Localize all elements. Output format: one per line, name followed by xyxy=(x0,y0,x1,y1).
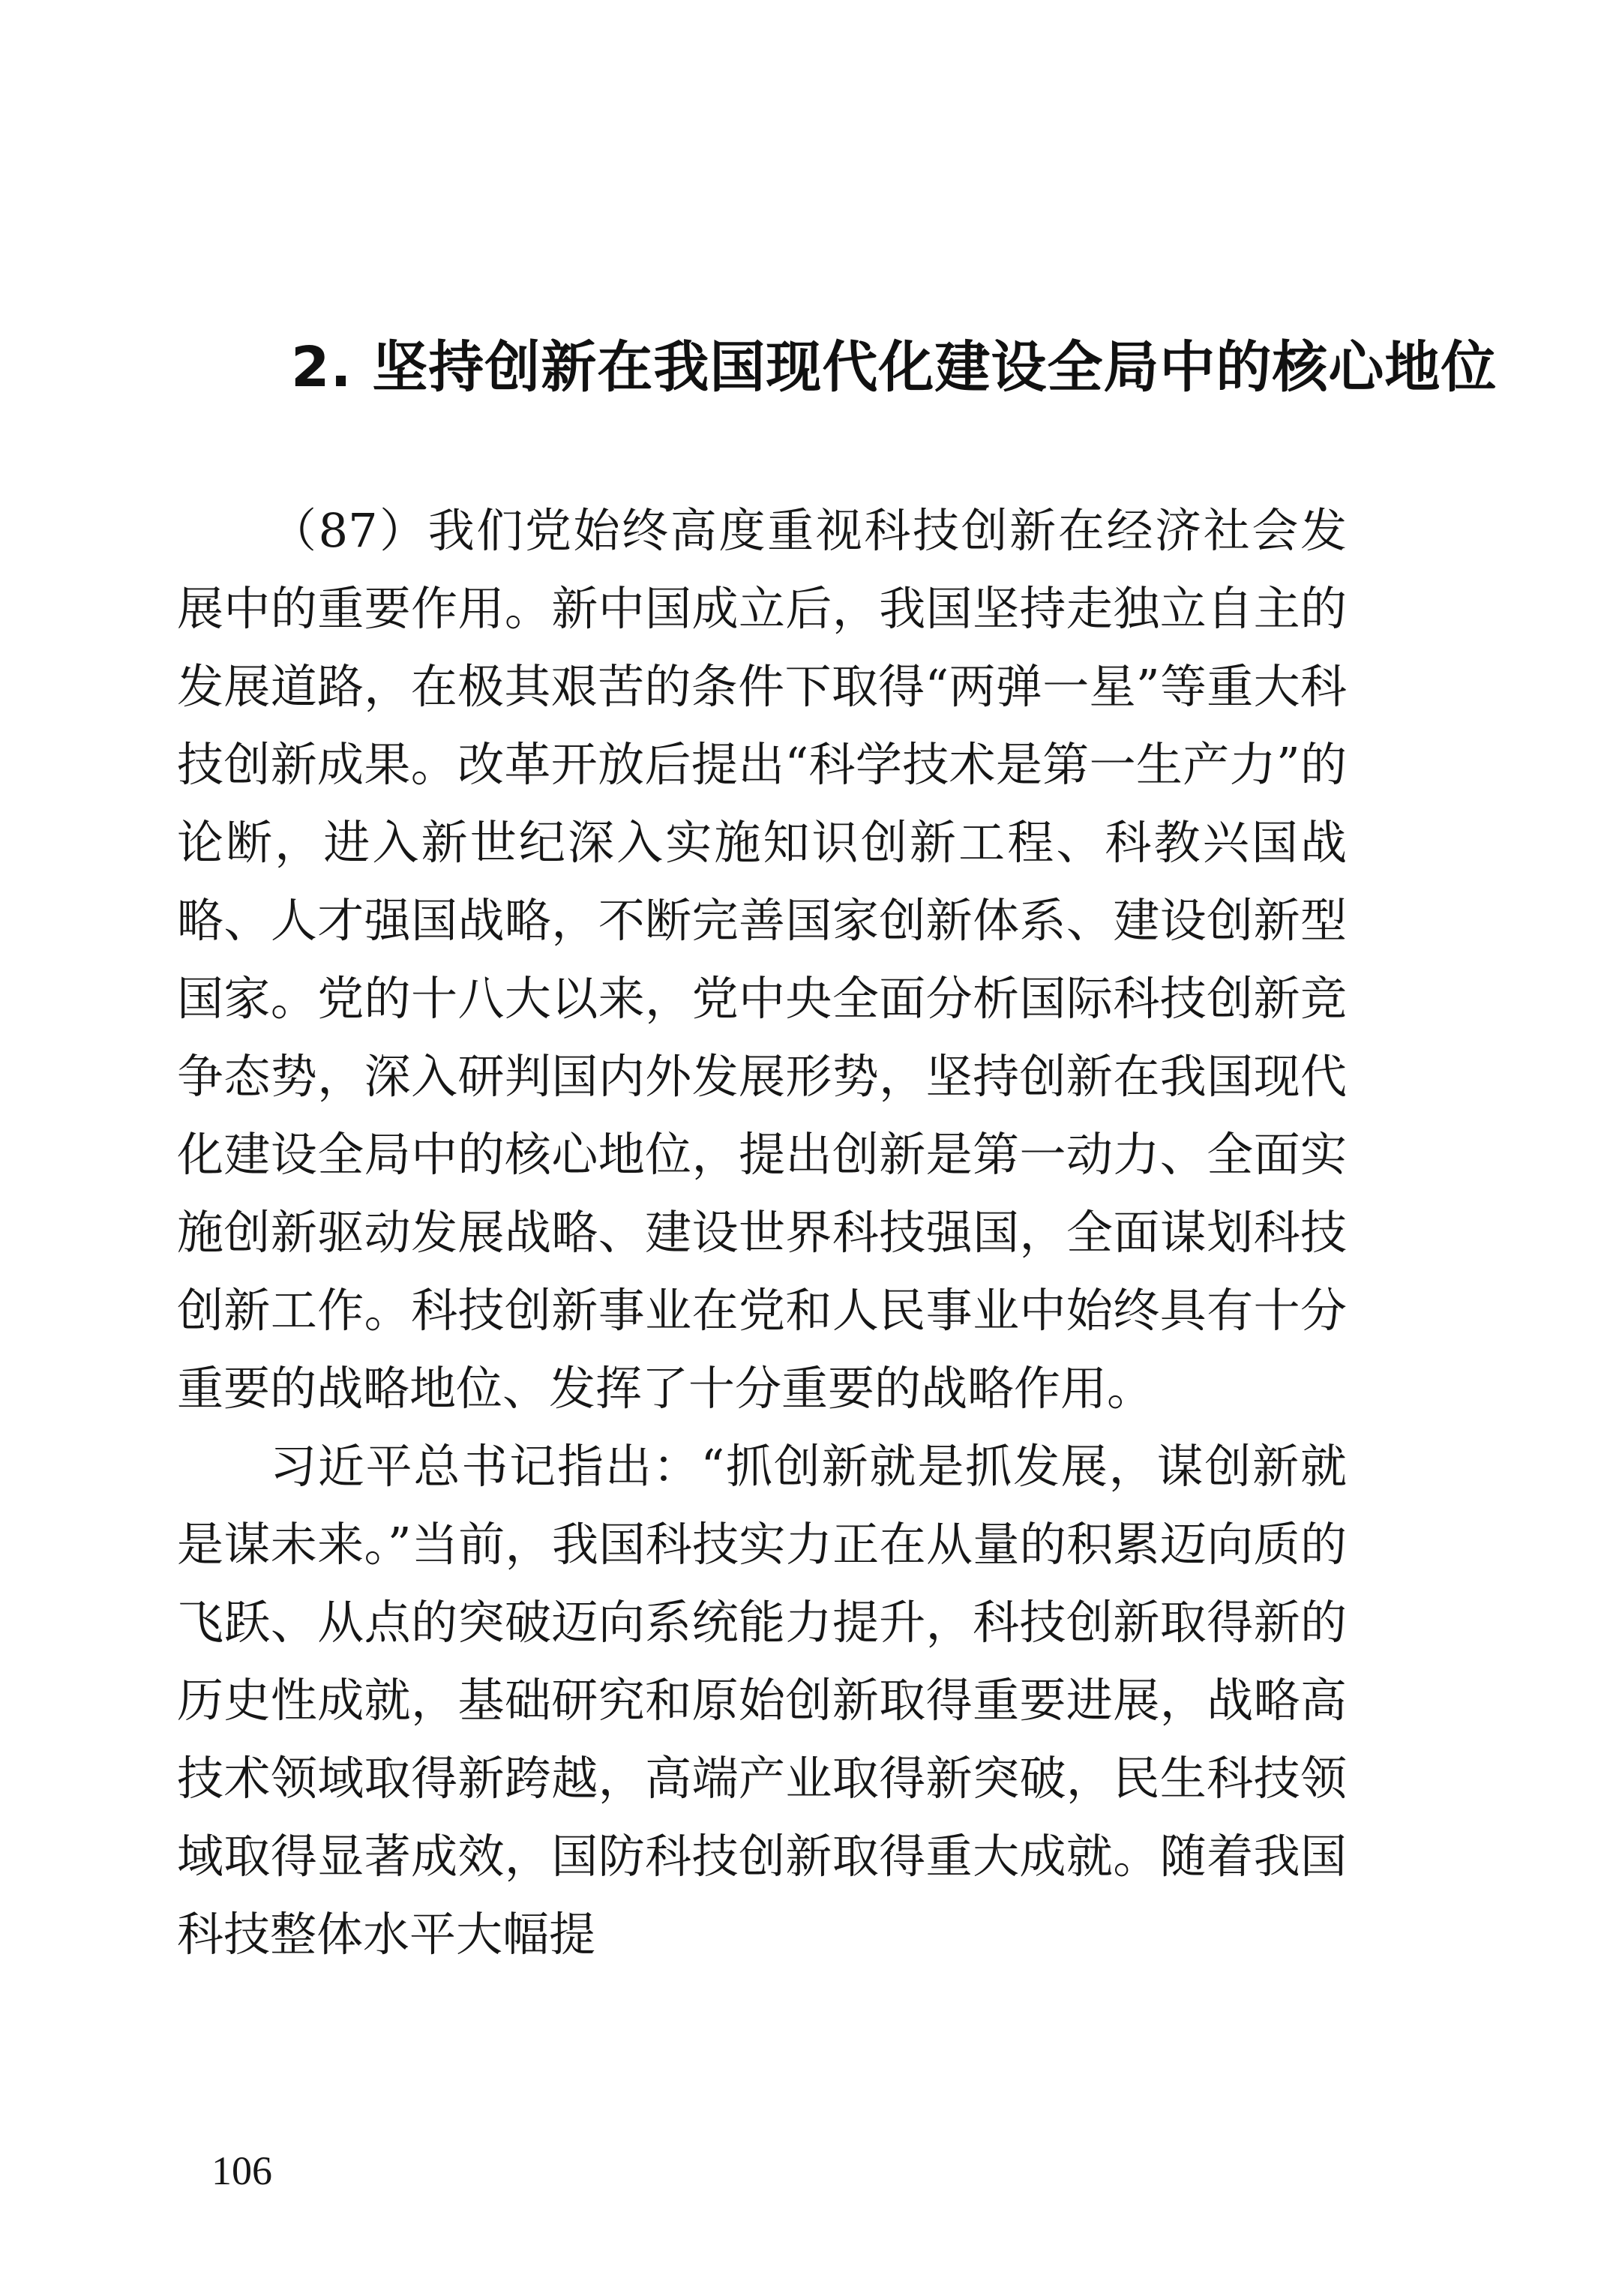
section-title: 2. 坚持创新在我国现代化建设全局中的核心地位 xyxy=(291,335,1498,400)
paragraph-quote: 习近平总书记指出：“抓创新就是抓发展，谋创新就是谋未来。”当前，我国科技实力正在从量的积累迈向质的飞跃、从点的突破迈向系统能力提升，科技创新取得新的历史性成就，基础研究和原始创新取得重要进展，战略高技术领域取得新跨越，高端产业取得新突破，民生科技领域取得显著成效，国防科技创新取得重大成就。随着我国科技整体水平大幅提 xyxy=(177,1439,1347,1962)
paragraph-87: （87）我们党始终高度重视科技创新在经济社会发展中的重要作用。新中国成立后，我国坚持走独立自主的发展道路，在极其艰苦的条件下取得“两弹一星”等重大科技创新成果。改革开放后提出“科学技术是第一生产力”的论断，进入新世纪深入实施知识创新工程、科教兴国战略、人才强国战略，不断完善国家创新体系、建设创新型国家。党的十八大以来，党中央全面分析国际科技创新竞争态势，深入研判国内外发展形势，坚持创新在我国现代化建设全局中的核心地位，提出创新是第一动力、全面实施创新驱动发展战略、建设世界科技强国，全面谋划科技创新工作。科技创新事业在党和人民事业中始终具有十分重要的战略地位、发挥了十分重要的战略作用。 xyxy=(177,503,1347,1416)
body-text xyxy=(177,492,1347,1974)
page-number: 106 xyxy=(211,2148,272,2193)
